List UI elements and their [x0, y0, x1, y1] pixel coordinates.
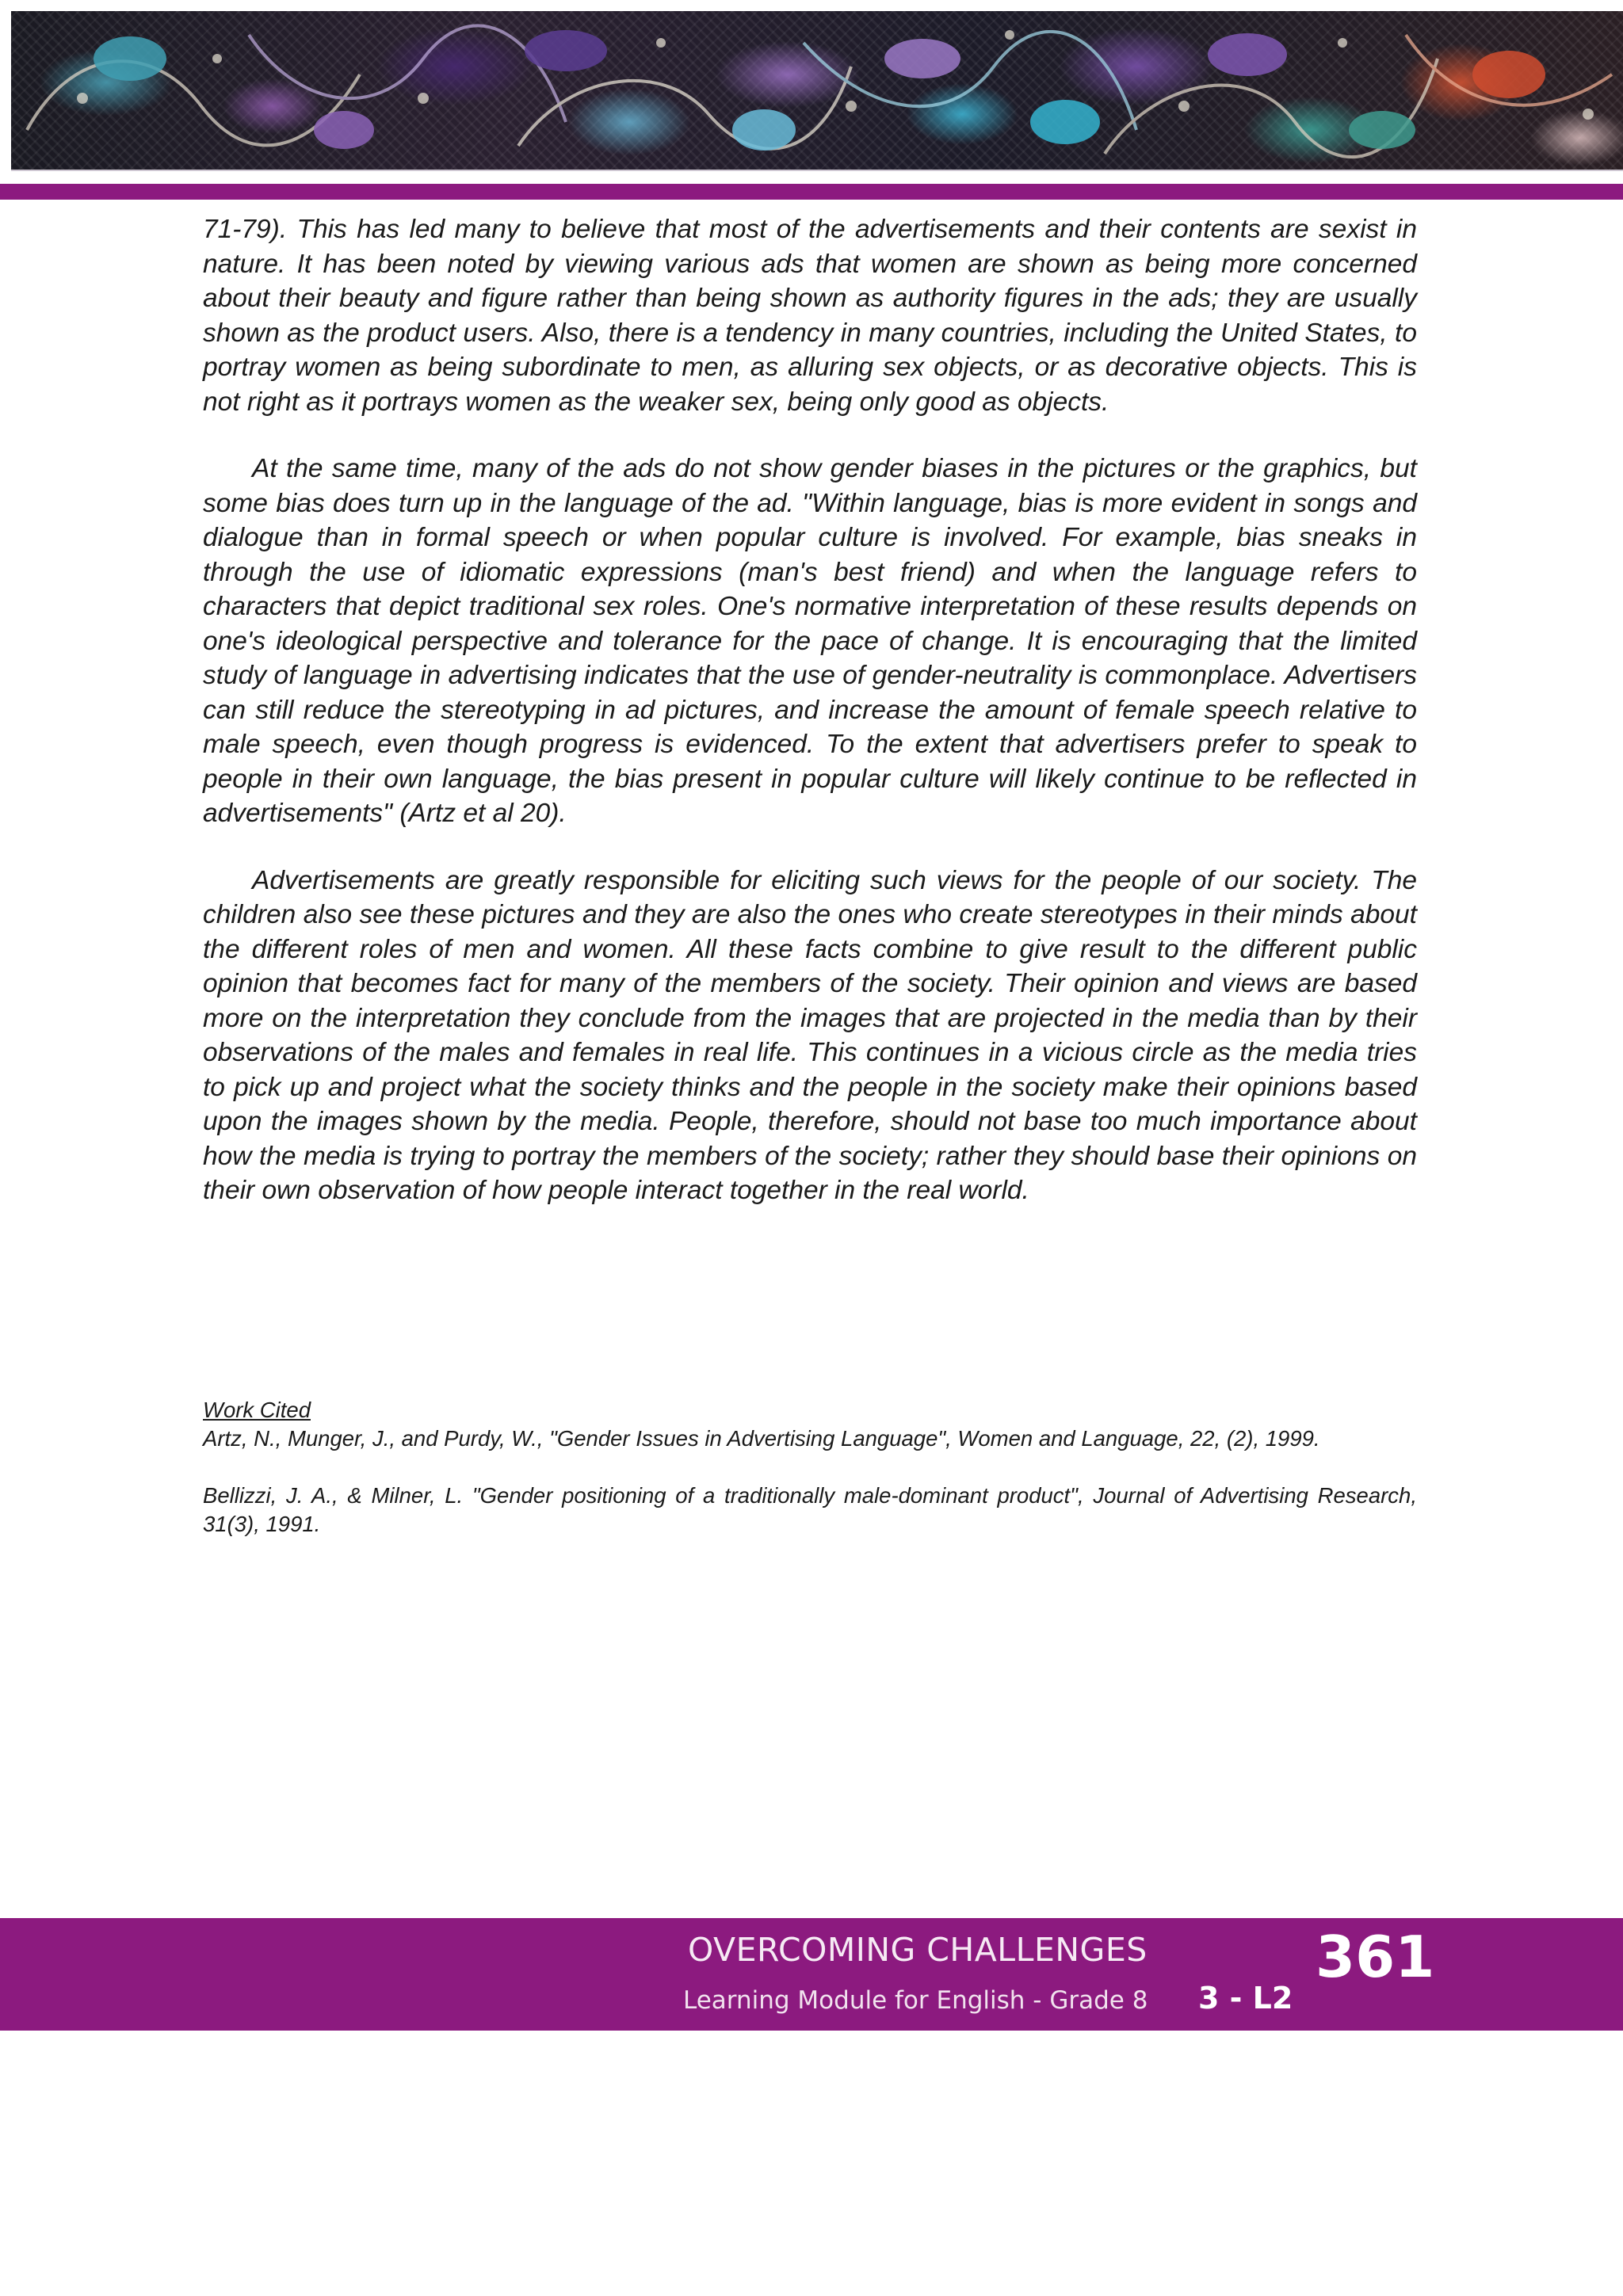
footer-subtitle: Learning Module for English - Grade 8: [683, 1986, 1148, 2015]
body-text: [203, 212, 1417, 1241]
works-cited-heading: Work Cited: [203, 1398, 311, 1422]
paisley-pattern: [11, 11, 1623, 170]
page-number: 361: [1316, 1924, 1435, 1990]
header-accent-bar: [0, 184, 1623, 200]
works-cited-section: [203, 1396, 1417, 1567]
paragraph-3: Advertisements are greatly responsible for eliciting such views for the people of our society. The children also see these pictures and they are also the ones who create stereotypes in their minds about the different roles of men and women. All these facts combine to give result to the different public opinion that becomes fact for many of the members of the society. Their opinion and views are based more on the interpretation they conclude from the images that are projected in the media than by their observations of the males and females in real life. This continues in a vicious circle as the media tries to pick up and project what the society thinks and the people in the society make their opinions based upon the images shown by the media. People, therefore, should not base too much importance about how the media is trying to portray the members of the society; rather they should base their opinions on their own observation of how people interact together in the real world.: [203, 865, 1417, 1205]
module-code: 3 - L2: [1198, 1981, 1293, 2016]
reference-item: Bellizzi, J. A., & Milner, L. "Gender positioning of a traditionally male-dominant product", Journal of Advertising Research, 31(3), 1991.: [203, 1483, 1417, 1536]
paragraph-2: At the same time, many of the ads do not show gender biases in the pictures or the graphics, but some bias does turn up in the language of the ad. "Within language, bias is more evident in songs and dialogue than in formal speech or when popular culture is involved. For example, bias sneaks in through the use of idiomatic expressions (man's best friend) and when the language refers to characters that depict traditional sex roles. One's normative interpretation of these results depends on one's ideological perspective and tolerance for the pace of change. It is encouraging that the limited study of language in advertising indicates that the use of gender-neutrality is commonplace. Advertisers can still reduce the stereotyping in ad pictures, and increase the amount of female speech relative to male speech, even though progress is evidenced. To the extent that advertisers prefer to speak to people in their own language, the bias present in popular culture will likely continue to be reflected in advertisements" (Artz et al 20).: [203, 454, 1417, 828]
decorative-banner-image: [11, 11, 1623, 171]
paragraph-1: 71-79). This has led many to believe that most of the advertisements and their contents are sexist in nature. It has been noted by viewing various ads that women are shown as being more concerned about their beauty and figure rather than being shown as authority figures in the ads; they are usually shown as the product users. Also, there is a tendency in many countries, including the United States, to portray women as being subordinate to men, as alluring sex objects, or as decorative objects. This is not right as it portrays women as the weaker sex, being only good as objects.: [203, 215, 1417, 417]
reference-item: Artz, N., Munger, J., and Purdy, W., "Gender Issues in Advertising Language", Women and Language, 22, (2), 1999.: [203, 1426, 1320, 1451]
footer-title: OVERCOMING CHALLENGES: [688, 1931, 1148, 1969]
